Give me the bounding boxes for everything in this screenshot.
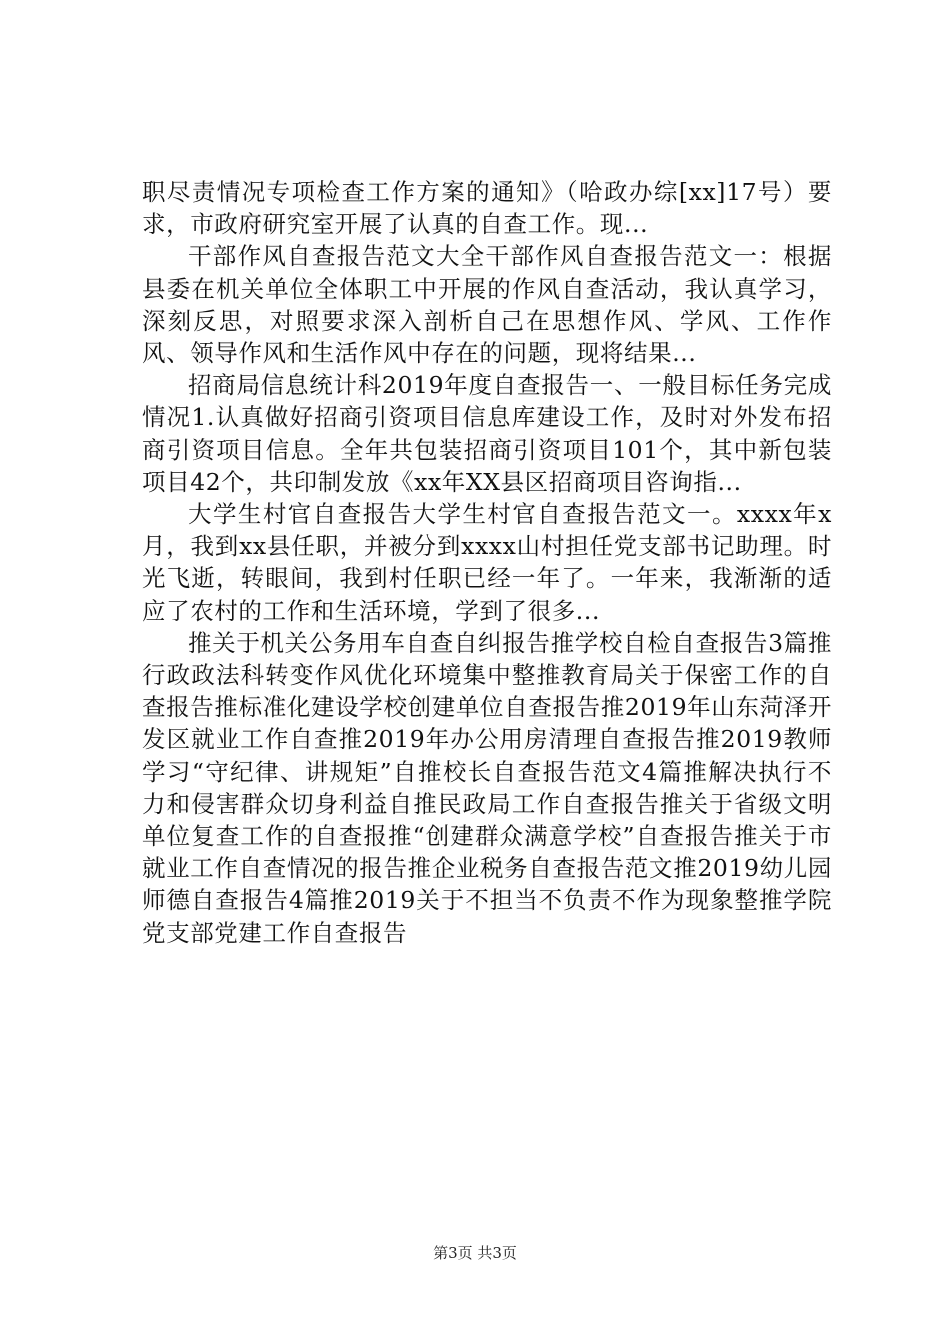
- paragraph-investment-bureau-report: 招商局信息统计科2019年度自查报告一、一般目标任务完成情况1.认真做好招商引资项目信息库建设工作，及时对外发布招商引资项目信息。全年共包装招商引资项目101个，其中新包装项目42个，共印制发放《xx年XX县区招商项目咨询指...: [142, 371, 832, 496]
- paragraph-cadre-style-report: 干部作风自查报告范文大全干部作风自查报告范文一：根据县委在机关单位全体职工中开展的作风自查活动，我认真学习，深刻反思，对照要求深入剖析自己在思想作风、学风、工作作风、领导作风和生活作风中存在的问题，现将结果...: [142, 242, 832, 368]
- page-number-footer: 第3页 共3页: [433, 1244, 517, 1262]
- paragraph-recommended-list: 推关于机关公务用车自查自纠报告推学校自检自查报告3篇推行政政法科转变作风优化环境集中整推教育局关于保密工作的自查报告推标准化建设学校创建单位自查报告推2019年山东菏泽开发区就业工作自查推2019年办公用房清理自查报告推2019教师学习“守纪律、讲规矩”自推校长自查报告范文4篇推解决执行不力和侵害群众切身利益自推民政局工作自查报告推关于省级文明单位复查工作的自查报推“创建群众满意学校”自查报告推关于市就业工作自查情况的报告推企业税务自查报告范文推2019幼儿园师德自查报告4篇推2019关于不担当不负责不作为现象整推学院党支部党建工作自查报告: [142, 628, 832, 947]
- paragraph-continuation: 职尽责情况专项检查工作方案的通知》（哈政办综[xx]17号）要求，市政府研究室开展了认真的自查工作。现...: [142, 178, 832, 239]
- document-body: [142, 176, 832, 949]
- paragraph-village-official-report: 大学生村官自查报告大学生村官自查报告范文一。xxxx年x月，我到xx县任职，并被分到xxxx山村担任党支部书记助理。时光飞逝，转眼间，我到村任职已经一年了。一年来，我渐渐的适应了农村的工作和生活环境，学到了很多...: [142, 500, 832, 625]
